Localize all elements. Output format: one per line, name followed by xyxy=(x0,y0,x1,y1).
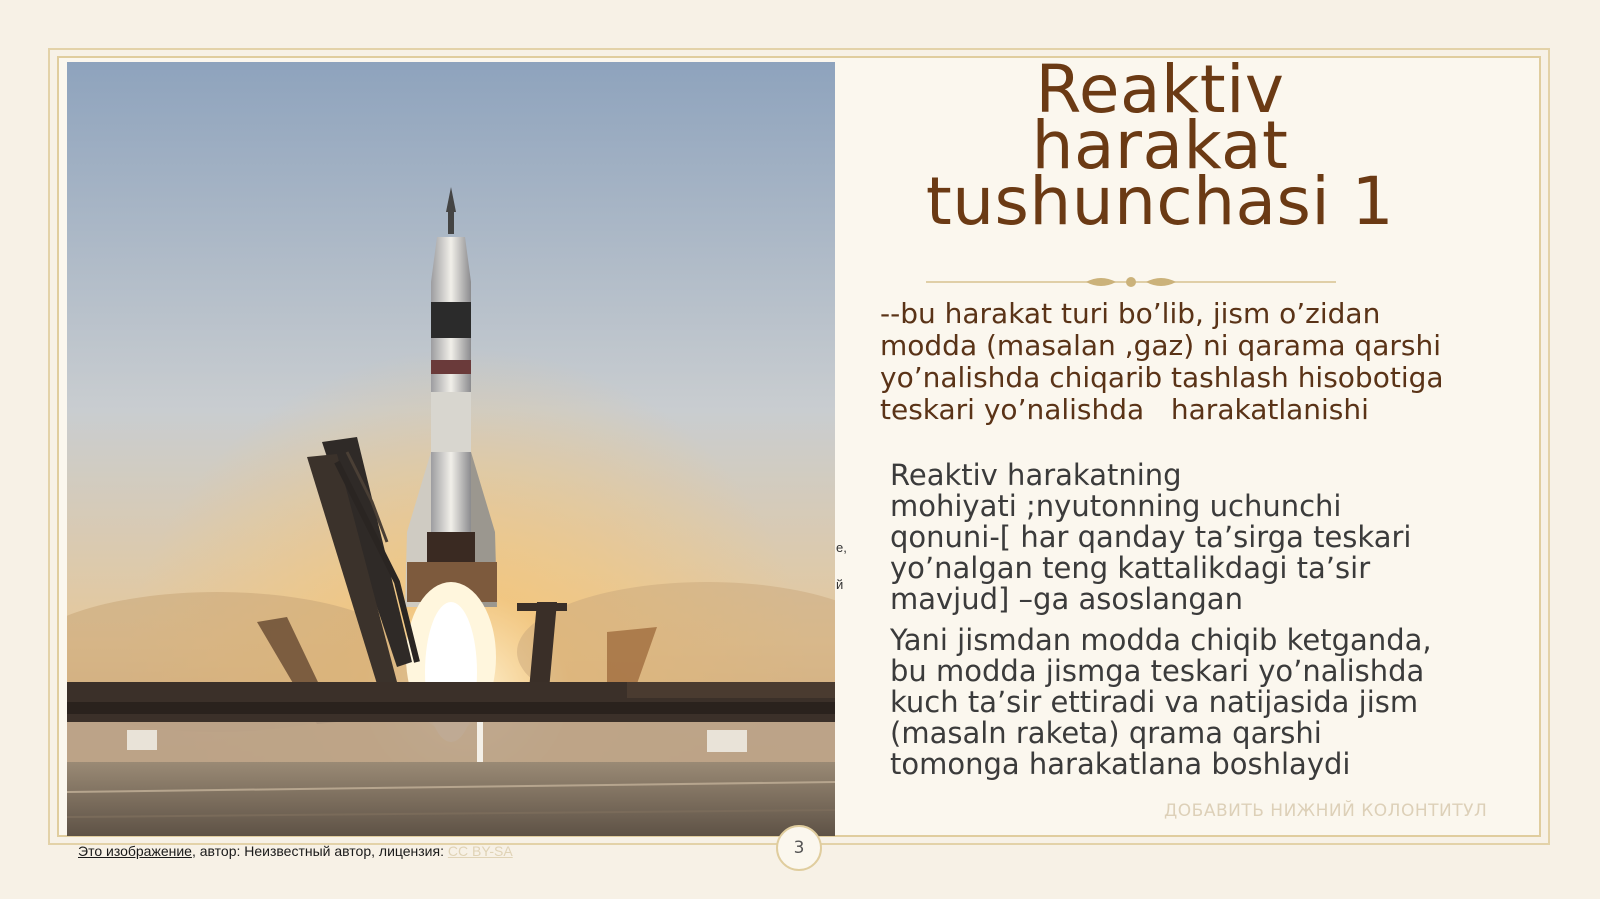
explanation-line: bu modda jismga teskari yo’nalishda xyxy=(890,654,1425,688)
definition-line: --bu harakat turi bo’lib, jism o’zidan xyxy=(880,297,1381,330)
definition-line: teskari yo’nalishda harakatlanishi xyxy=(880,393,1369,426)
image-credit-link[interactable]: Это изображение xyxy=(78,843,192,859)
page-number xyxy=(776,825,822,871)
clipped-text-fragment: й xyxy=(836,577,844,592)
title-line: tushunchasi 1 xyxy=(925,163,1395,240)
explanation-line: Yani jismdan modda chiqib ketganda, xyxy=(890,623,1432,657)
explanation-text xyxy=(890,460,1480,780)
page-number-text: 3 xyxy=(793,838,805,858)
essence-line: Reaktiv harakatning xyxy=(890,458,1182,492)
definition-text xyxy=(880,298,1480,426)
image-credit xyxy=(78,843,513,859)
essence-line: yo’nalgan teng kattalikdagi ta’sir xyxy=(890,551,1371,585)
ornament-divider-icon xyxy=(926,272,1336,296)
definition-line: yo’nalishda chiqarib tashlash hisobotiga xyxy=(880,361,1444,394)
slide-title xyxy=(870,51,1450,240)
explanation-line: kuch ta’sir ettiradi va natijasida jism xyxy=(890,685,1419,719)
license-link[interactable]: CC BY-SA xyxy=(447,843,513,859)
title-line: Reaktiv xyxy=(1035,51,1285,128)
image-credit-text: , автор: Неизвестный автор, лицензия: xyxy=(191,843,448,859)
title-line: harakat xyxy=(1031,107,1289,184)
footer-placeholder[interactable]: ДОБАВИТЬ НИЖНИЙ КОЛОНТИТУЛ xyxy=(1164,801,1488,821)
clipped-text-fragment: е, xyxy=(836,540,847,555)
essence-line: qonuni-[ har qanday ta’sirga teskari xyxy=(890,520,1412,554)
explanation-line: tomonga harakatlana boshlaydi xyxy=(890,747,1351,781)
essence-line: mohiyati ;nyutonning uchunchi xyxy=(890,489,1342,523)
essence-line: mavjud] –ga asoslangan xyxy=(890,582,1243,616)
explanation-line: (masaln raketa) qrama qarshi xyxy=(890,716,1322,750)
definition-line: modda (masalan ,gaz) ni qarama qarshi xyxy=(880,329,1441,362)
rocket-launch-photo xyxy=(67,62,835,836)
